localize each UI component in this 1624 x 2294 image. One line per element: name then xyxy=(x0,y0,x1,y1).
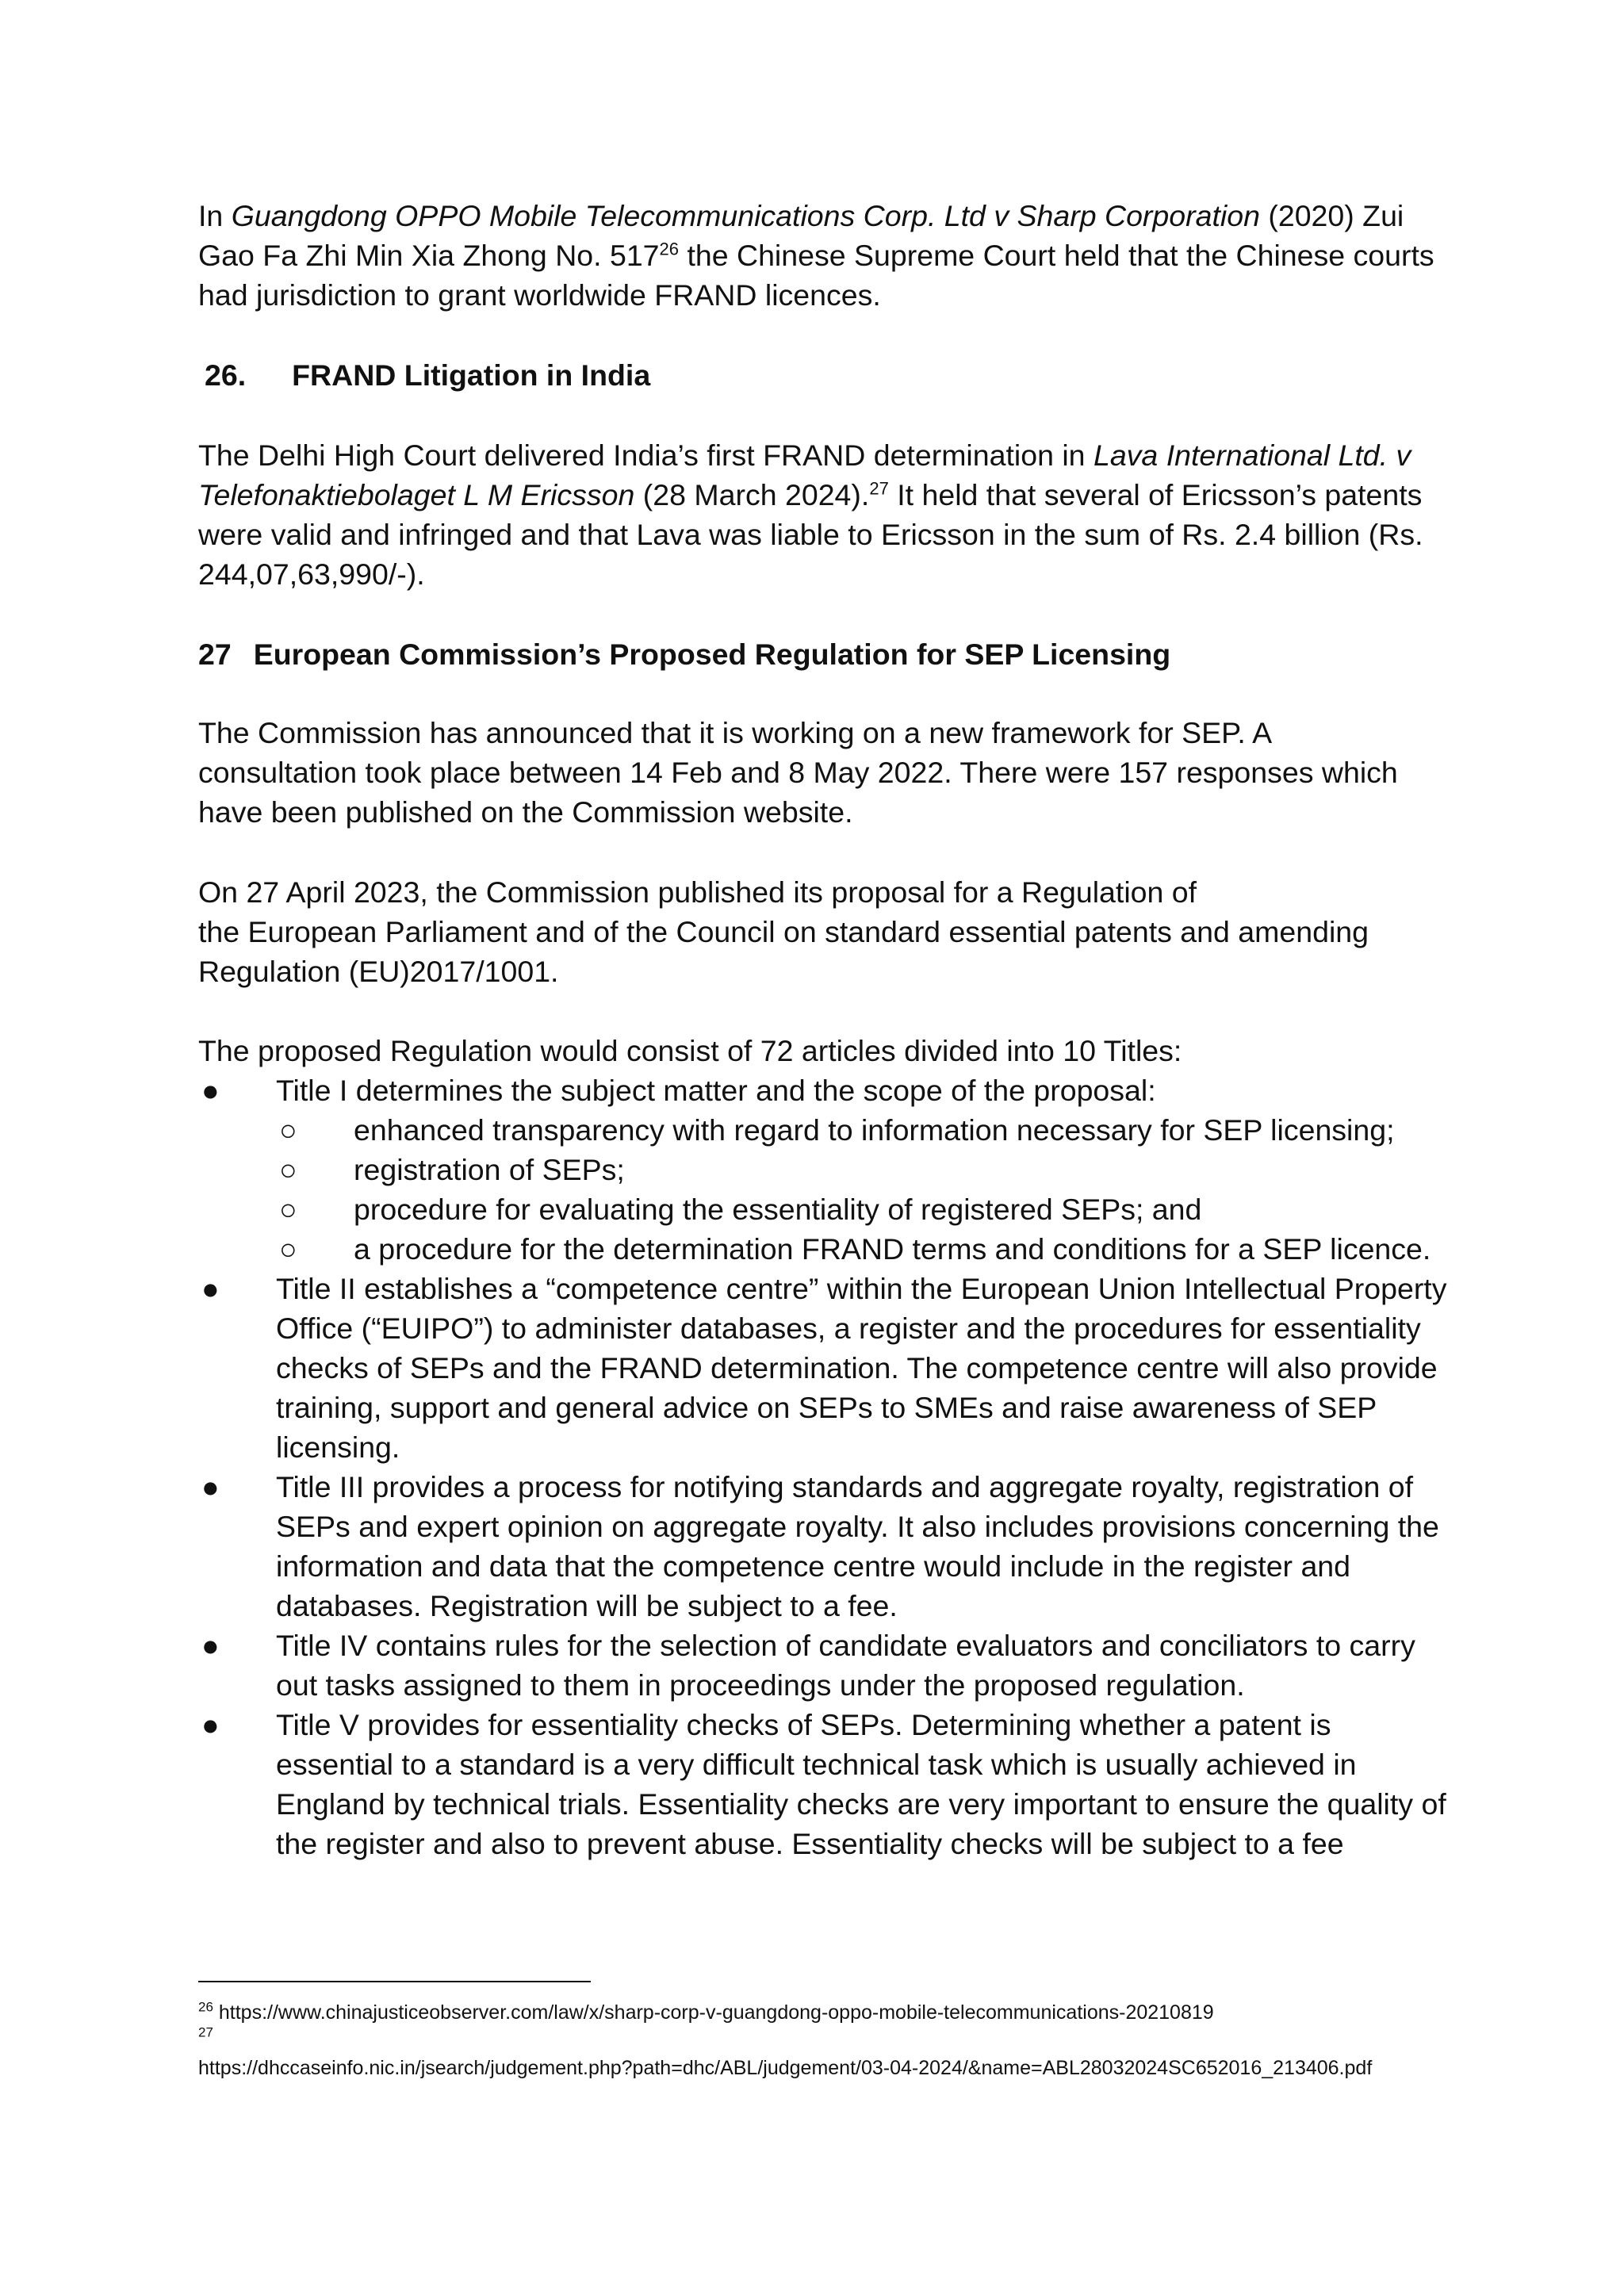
section-heading-27 xyxy=(198,634,1170,674)
case-name: Guangdong OPPO Mobile Telecommunications Corp. Ltd v Sharp Corporation xyxy=(231,199,1260,232)
footnote-27-url xyxy=(198,2055,1451,2081)
text: (28 March 2024). xyxy=(634,478,870,511)
sub-item-text: registration of SEPs; xyxy=(354,1153,625,1186)
text: On 27 April 2023, the Commission published its proposal for a Regulation of xyxy=(198,875,1197,909)
list-item-text: Title II establishes a “competence centre” within the European Union Intellectual Property Office (“EUIPO”) to administer databases, a register and the procedures for essentiality checks of SEPs and the FRAND determination. The competence centre will also provide training, support and general advice on SEPs to SMEs and raise awareness of SEP licensing. xyxy=(276,1272,1447,1464)
sub-list-item xyxy=(276,1150,1451,1189)
footnote-ref-26[interactable]: 26 xyxy=(659,239,680,259)
bullet-icon: ● xyxy=(201,1629,220,1662)
bullet-icon: ● xyxy=(201,1272,220,1305)
paragraph-india xyxy=(198,435,1435,594)
list-item-title-1 xyxy=(198,1070,1451,1269)
circle-bullet-icon: ○ xyxy=(279,1232,297,1266)
footnote-ref-27[interactable]: 27 xyxy=(869,478,889,499)
footnote-link[interactable]: https://dhccaseinfo.nic.in/jsearch/judgement.php?path=dhc/ABL/judgement/03-04-2024/&name=ABL28032024SC652016_213406.pdf xyxy=(198,2057,1373,2079)
sub-item-text: a procedure for the determination FRAND terms and conditions for a SEP licence. xyxy=(354,1232,1431,1266)
text: It held that several of Ericsson’s patents were valid and infringed and that Lava was liable to Ericsson in the sum of Rs. 2.4 billion (Rs. 244,07,63,990/-). xyxy=(198,478,1423,591)
list-item-text: Title III provides a process for notifying standards and aggregate royalty, registration of SEPs and expert opinion on aggregate royalty. It also includes provisions concerning the information and data that the competence centre would include in the register and databases. Registration will be subject to a fee. xyxy=(276,1470,1439,1622)
section-heading-26 xyxy=(205,355,650,395)
section-title: FRAND Litigation in India xyxy=(292,358,651,392)
footnote-link[interactable]: https://www.chinajusticeobserver.com/law/x/sharp-corp-v-guangdong-oppo-mobile-telecommunications-20210819 xyxy=(213,2001,1214,2024)
text: (2020) Zui Gao Fa Zhi Min Xia Zhong No. 517 xyxy=(198,199,1404,272)
paragraph-april-2023 xyxy=(198,872,1435,991)
bullet-icon: ● xyxy=(201,1470,220,1503)
circle-bullet-icon: ○ xyxy=(279,1193,297,1226)
list-item-title-4 xyxy=(198,1626,1451,1705)
text: The Delhi High Court delivered India’s first FRAND determination in xyxy=(198,439,1094,472)
title-1-sublist xyxy=(276,1110,1451,1269)
footnote-number: 26 xyxy=(198,1999,213,2015)
bullet-icon: ● xyxy=(201,1708,220,1741)
text: the Chinese Supreme Court held that the Chinese courts had jurisdiction to grant worldwide FRAND licences. xyxy=(198,239,1434,312)
section-number: 26. xyxy=(205,358,247,392)
circle-bullet-icon: ○ xyxy=(279,1153,297,1186)
sub-item-text: procedure for evaluating the essentiality of registered SEPs; and xyxy=(354,1193,1202,1226)
sub-item-text: enhanced transparency with regard to information necessary for SEP licensing; xyxy=(354,1113,1395,1147)
list-item-text: Title V provides for essentiality checks of SEPs. Determining whether a patent is essential to a standard is a very difficult technical task which is usually achieved in England by technical trials. Essentiality checks are very important to ensure the quality of the register and also to prevent abuse. Essentiality checks will be subject to a fee xyxy=(276,1708,1446,1860)
list-item-title-5 xyxy=(198,1705,1451,1863)
footnote-27 xyxy=(198,2025,1451,2051)
section-number: 27 xyxy=(198,638,232,671)
list-item-title-3 xyxy=(198,1467,1451,1626)
footnote-separator xyxy=(198,1981,591,1982)
list-item-text: Title I determines the subject matter and the scope of the proposal: xyxy=(276,1074,1156,1107)
footnote-number: 27 xyxy=(198,2024,213,2040)
paragraph-titles-intro xyxy=(198,1031,1435,1070)
paragraph-consultation xyxy=(198,713,1435,832)
list-item-title-2 xyxy=(198,1269,1451,1467)
text: the European Parliament and of the Council on standard essential patents and amending Regulation (EU)2017/1001. xyxy=(198,915,1369,988)
footnote-26 xyxy=(198,2000,1451,2025)
paragraph-oppo-sharp xyxy=(198,196,1435,315)
sub-list-item xyxy=(276,1110,1451,1150)
list-item-text: Title IV contains rules for the selection of candidate evaluators and conciliators to carry out tasks assigned to them in proceedings under the proposed regulation. xyxy=(276,1629,1415,1702)
text: In xyxy=(198,199,232,232)
sub-list-item xyxy=(276,1229,1451,1269)
paragraph-text: The Commission has announced that it is working on a new framework for SEP. A consultation took place between 14 Feb and 8 May 2022. There were 157 responses which have been published on the Commission website. xyxy=(198,716,1398,829)
section-title: European Commission’s Proposed Regulation for SEP Licensing xyxy=(253,638,1171,671)
bullet-icon: ● xyxy=(201,1074,220,1107)
circle-bullet-icon: ○ xyxy=(279,1113,297,1147)
titles-list xyxy=(198,1070,1451,1863)
paragraph-text: The proposed Regulation would consist of 72 articles divided into 10 Titles: xyxy=(198,1034,1182,1067)
sub-list-item xyxy=(276,1189,1451,1229)
case-name: Lava International Ltd. v Telefonaktiebolaget L M Ericsson xyxy=(198,439,1411,511)
